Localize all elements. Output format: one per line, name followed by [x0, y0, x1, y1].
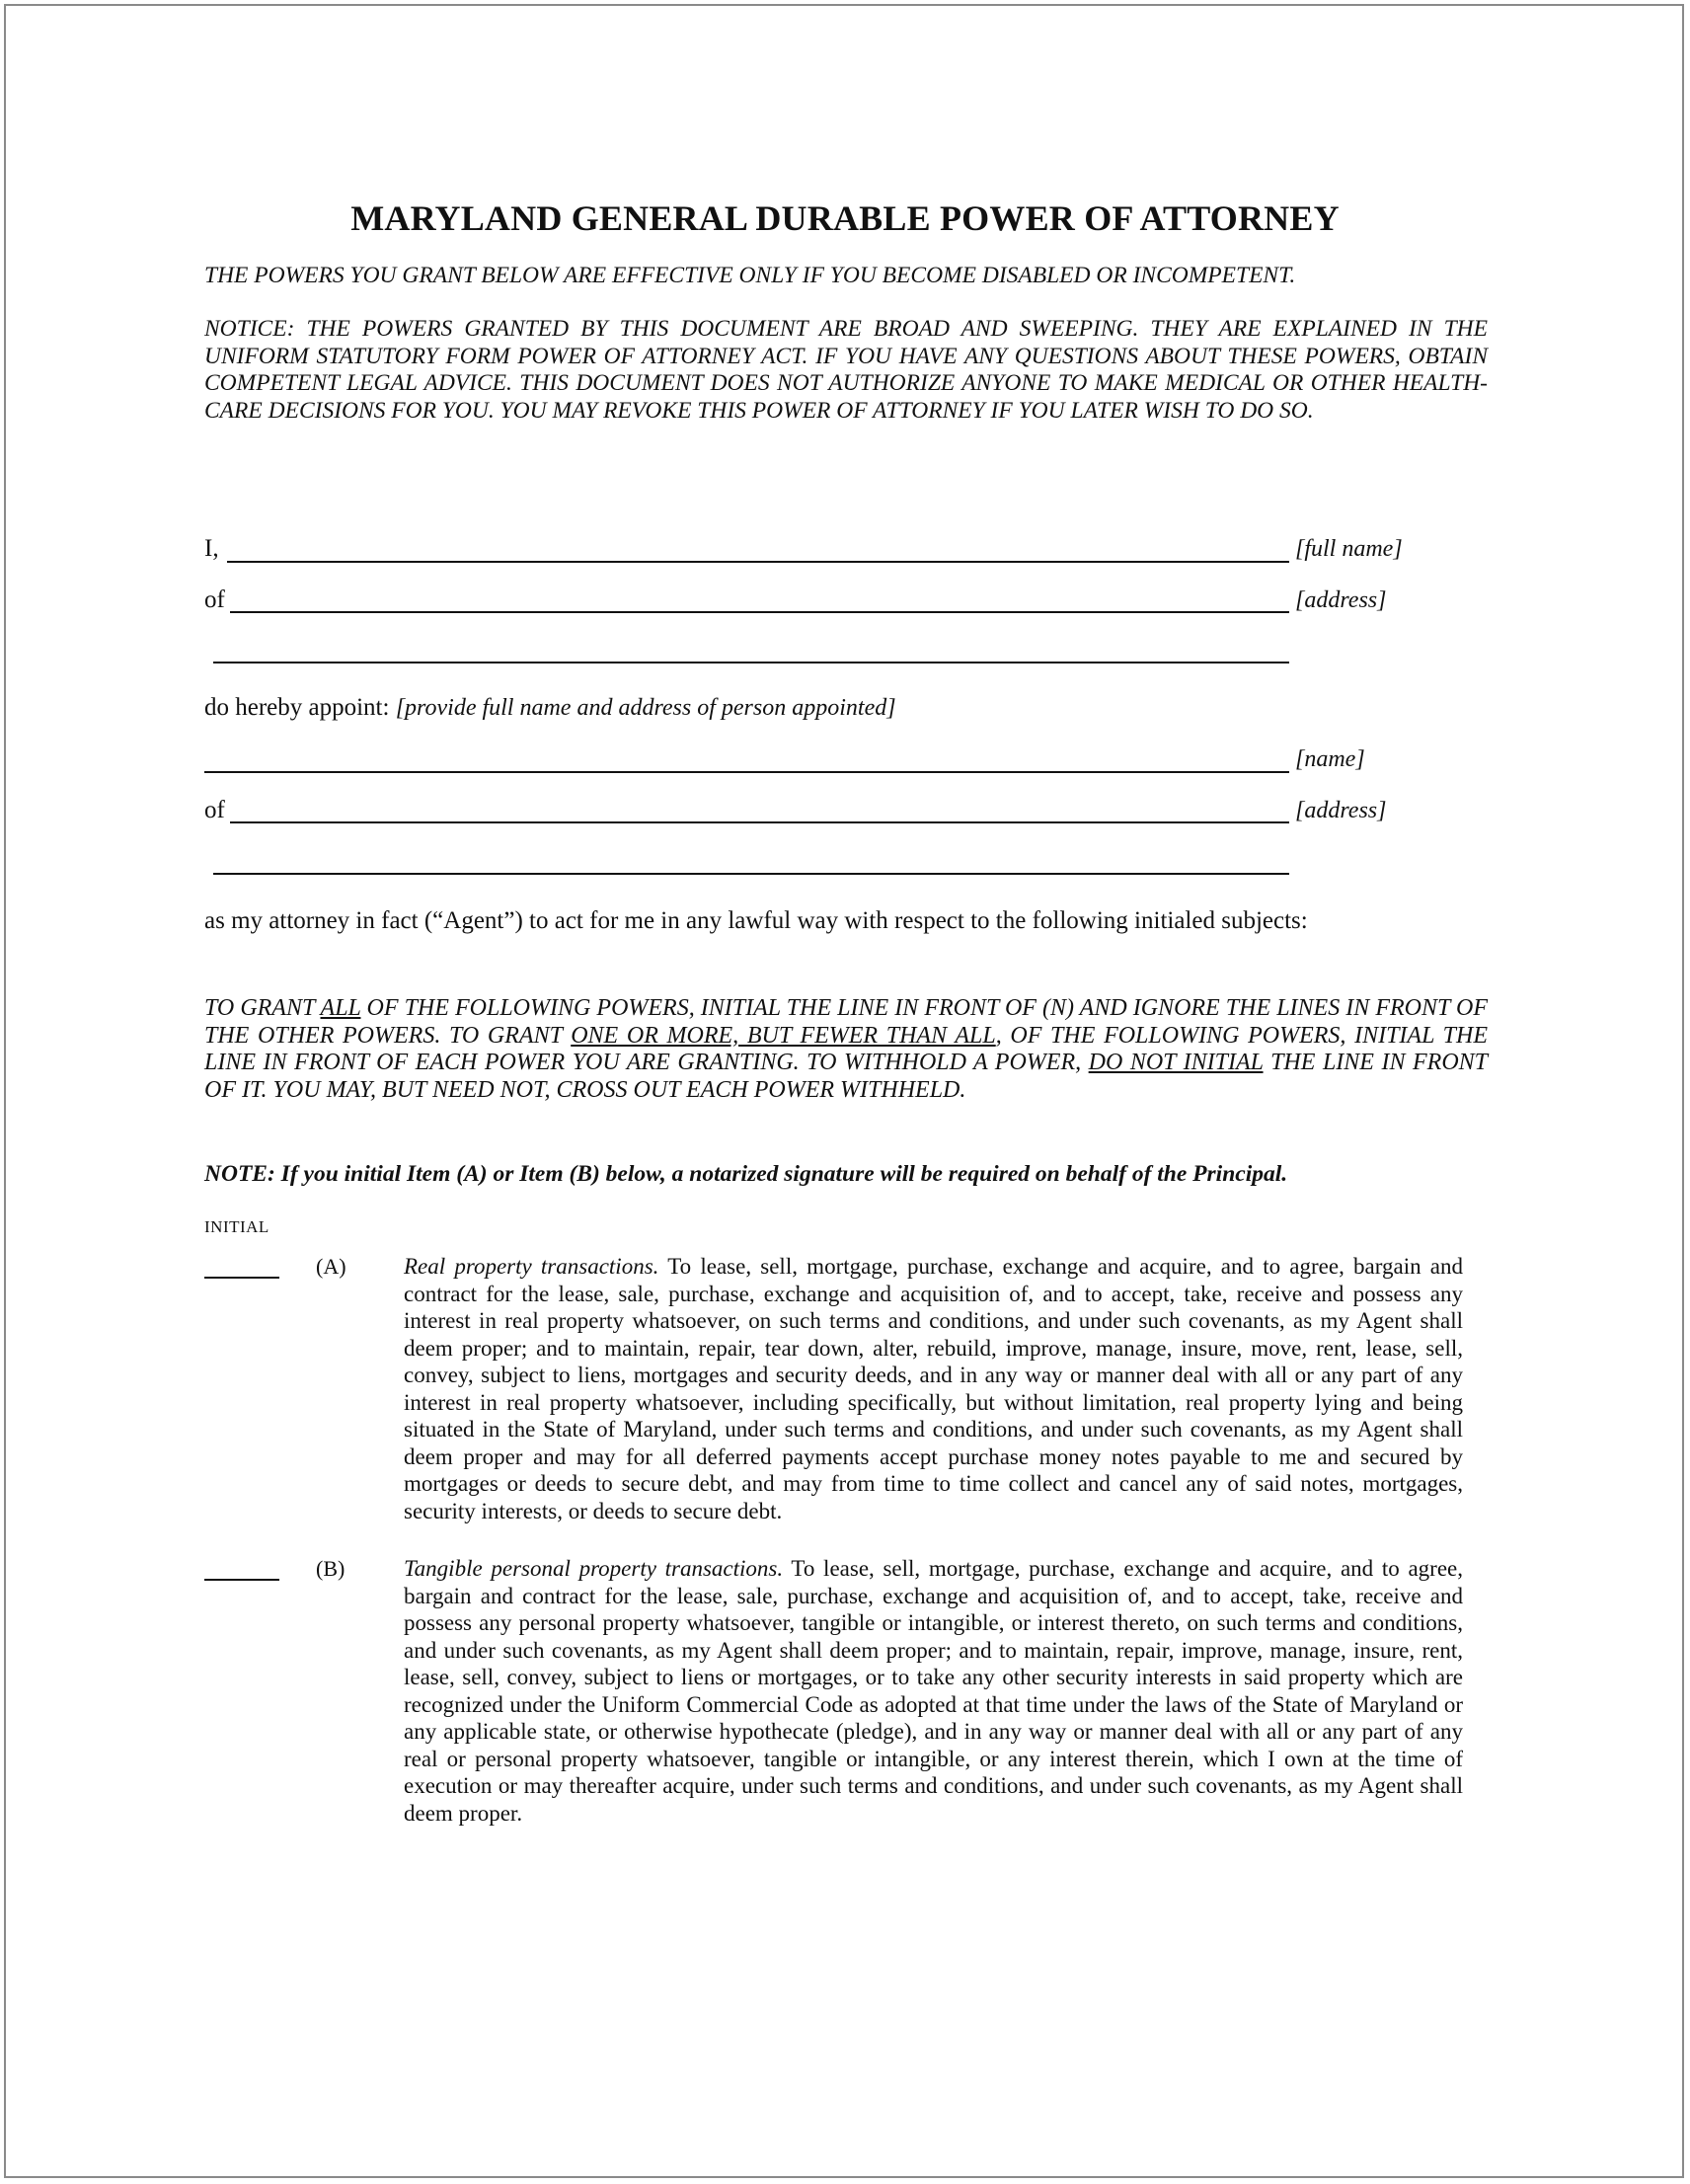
appoint-text: do hereby appoint:	[204, 694, 390, 721]
document-title: MARYLAND GENERAL DURABLE POWER OF ATTORNEY	[350, 198, 1340, 238]
do-not-initial-emphasis: DO NOT INITIAL	[1088, 1050, 1264, 1075]
initial-line-b[interactable]	[204, 1579, 279, 1581]
agent-address-line-2[interactable]	[213, 873, 1289, 875]
full-name-hint: [full name]	[1295, 536, 1403, 562]
instructions: TO GRANT ALL OF THE FOLLOWING POWERS, INITIAL THE LINE IN FRONT OF (N) AND IGNORE THE LINES IN FRONT OF THE OTHER POWERS. TO GRANT ONE OR MORE, BUT FEWER THAN ALL, OF THE FOLLOWING POWERS, INITIAL THE LINE IN FRONT OF EACH POWER YOU ARE GRANTING. TO WITHHOLD A POWER, DO NOT INITIAL THE LINE IN FRONT OF IT. YOU MAY, BUT NEED NOT, CROSS OUT EACH POWER WITHHELD.	[204, 995, 1489, 1103]
item-b-letter: (B)	[316, 1556, 346, 1581]
all-emphasis: ALL	[320, 995, 361, 1021]
item-a-heading: Real property transactions.	[404, 1254, 659, 1279]
appoint-hint: [provide full name and address of person appointed]	[395, 695, 896, 721]
i-label: I,	[204, 535, 219, 562]
one-or-more-emphasis: ONE OR MORE, BUT FEWER THAN ALL	[571, 1022, 996, 1049]
agent-address-hint: [address]	[1295, 798, 1387, 823]
agent-name-line[interactable]	[204, 771, 1289, 773]
agent-clause: as my attorney in fact (“Agent”) to act for me in any lawful way with respect to the following initialed subjects:	[204, 907, 1308, 934]
address-hint: [address]	[1295, 587, 1387, 613]
appoint-label	[204, 694, 896, 722]
address-line[interactable]	[230, 611, 1289, 613]
agent-address-line[interactable]	[230, 821, 1289, 823]
item-a-letter: (A)	[316, 1254, 346, 1279]
item-b-heading: Tangible personal property transactions.	[404, 1556, 784, 1581]
item-a-text: Real property transactions. To lease, sell, mortgage, purchase, exchange and acquire, and to agree, bargain and contract for the lease, sale, purchase, exchange and acquisition of, and to accept, take, receive and possess any interest in real property whatsoever, on such terms and conditions, and under such covenants, as my Agent shall deem proper; and to maintain, repair, tear down, alter, rebuild, improve, manage, insure, move, rent, lease, sell, convey, subject to liens, mortgages and security deeds, and in any way or manner deal with all or any part of any interest in real property whatsoever, including specifically, but without limitation, real property lying and being situated in the State of Maryland, under such terms and conditions, and under such covenants, as my Agent shall deem proper and may for all deferred payments accept purchase money notes payable to me and secured by mortgages or deeds to secure debt, and may from time to time collect and cancel any of said notes, mortgages, security interests, or deeds to secure debt.	[404, 1254, 1463, 1523]
notarization-note: NOTE: If you initial Item (A) or Item (B) below, a notarized signature will be required on behalf of the Principal.	[204, 1161, 1288, 1187]
initial-line-a[interactable]	[204, 1277, 279, 1279]
initial-label: INITIAL	[204, 1217, 269, 1236]
agent-name-hint: [name]	[1295, 746, 1365, 772]
legal-notice: NOTICE: THE POWERS GRANTED BY THIS DOCUMENT ARE BROAD AND SWEEPING. THEY ARE EXPLAINED IN THE UNIFORM STATUTORY FORM POWER OF ATTORNEY ACT. IF YOU HAVE ANY QUESTIONS ABOUT THESE POWERS, OBTAIN COMPETENT LEGAL ADVICE. THIS DOCUMENT DOES NOT AUTHORIZE ANYONE TO MAKE MEDICAL OR OTHER HEALTH-CARE DECISIONS FOR YOU. YOU MAY REVOKE THIS POWER OF ATTORNEY IF YOU LATER WISH TO DO SO.	[204, 316, 1488, 424]
item-b-text: Tangible personal property transactions. To lease, sell, mortgage, purchase, exchange and acquire, and to agree, bargain and contract for the lease, sale, purchase, exchange and acquisition of, and to accept, take, receive and possess any personal property whatsoever, tangible or intangible, or interest thereto, on such terms and conditions, and under such covenants, as my Agent shall deem proper; and to maintain, repair, improve, manage, insure, rent, lease, sell, convey, subject to liens or mortgages, or to take any other security interests in said property which are recognized under the Uniform Commercial Code as adopted at that time under the laws of the State of Maryland or any applicable state, or otherwise hypothecate (pledge), and in any way or manner deal with all or any part of any real or personal property whatsoever, tangible or intangible, or any interest therein, which I own at the time of execution or may thereafter acquire, under such terms and conditions, and under such covenants, as my Agent shall deem proper.	[404, 1556, 1463, 1826]
full-name-line[interactable]	[227, 561, 1289, 563]
effective-notice: THE POWERS YOU GRANT BELOW ARE EFFECTIVE ONLY IF YOU BECOME DISABLED OR INCOMPETENT.	[204, 263, 1296, 288]
agent-of-label: of	[204, 797, 225, 823]
of-label: of	[204, 586, 225, 613]
address-line-2[interactable]	[213, 662, 1289, 663]
